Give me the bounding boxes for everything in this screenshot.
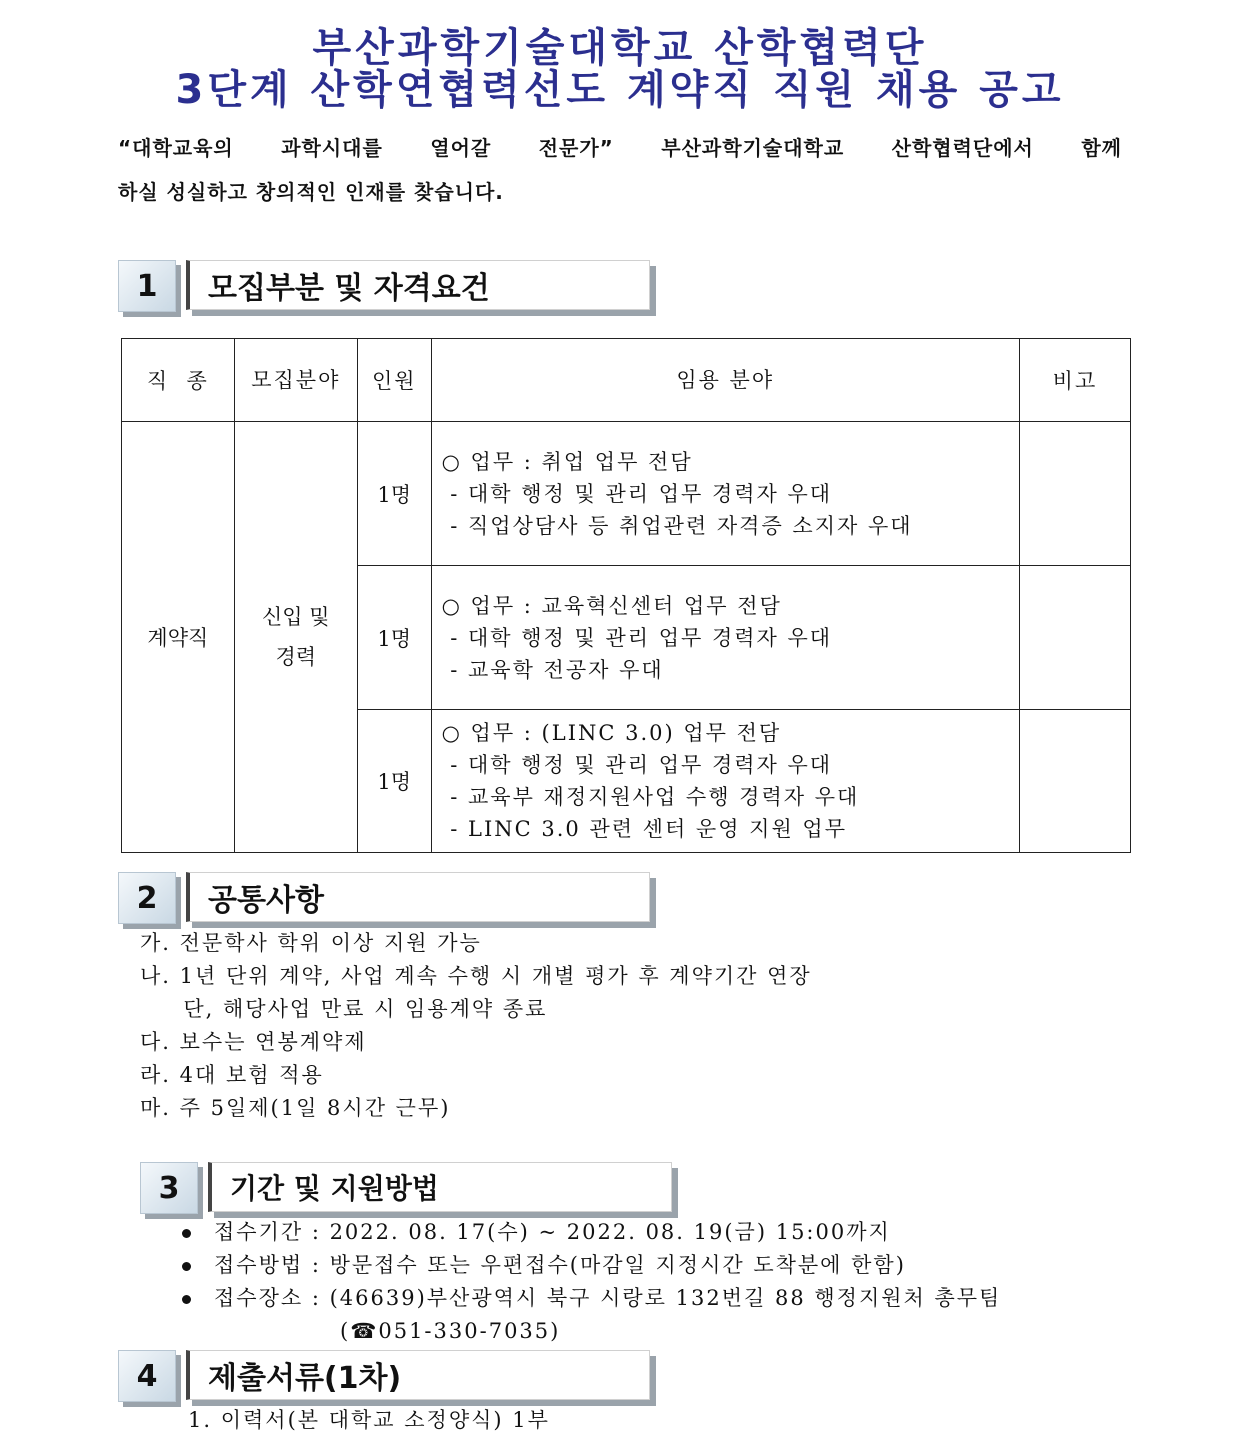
section-3-number: 3: [140, 1162, 198, 1214]
list-item: 단, 해당사업 만료 시 임용계약 종료: [140, 997, 548, 1021]
list-item: 마. 주 5일제(1일 8시간 근무): [140, 1096, 451, 1120]
bullet-icon: [182, 1229, 191, 1238]
count-cell: 1명: [357, 710, 431, 853]
job-type-cell: 계약직: [122, 422, 235, 853]
common-items-list: [140, 927, 812, 1125]
list-item: 라. 4대 보험 적용: [140, 1063, 324, 1087]
duty-cell: [431, 710, 1019, 853]
header-note: 비고: [1019, 339, 1130, 422]
list-item: 나. 1년 단위 계약, 사업 계속 수행 시 개별 평가 후 계약기간 연장: [140, 964, 812, 988]
method-text: 접수방법 : 방문접수 또는 우편접수(마감일 지정시간 도착분에 한함): [214, 1253, 906, 1277]
duty-line: - 교육학 전공자 우대: [441, 657, 664, 682]
duty-line: - 대학 행정 및 관리 업무 경력자 우대: [441, 481, 833, 506]
list-item: [182, 1282, 1001, 1315]
document-title: 부산과학기술대학교 산학협력단: [312, 25, 928, 71]
section-4-title: 제출서류(1차): [186, 1350, 650, 1400]
duty-line: ○ 업무 : (LINC 3.0) 업무 전담: [441, 721, 782, 745]
bullet-icon: [182, 1295, 191, 1304]
duty-line: - 교육부 재정지원사업 수행 경력자 우대: [441, 785, 860, 809]
note-cell: [1019, 566, 1130, 710]
field-line-2: 경력: [275, 645, 317, 669]
document-subtitle: 3단계 산학연협력선도 계약직 직원 채용 공고: [175, 67, 1065, 113]
duty-line: ○ 업무 : 교육혁신센터 업무 전담: [441, 593, 782, 618]
duty-cell: [431, 422, 1019, 566]
duty-line: - 직업상담사 등 취업관련 자격증 소지자 우대: [441, 513, 913, 538]
duty-line: ○ 업무 : 취업 업무 전담: [441, 449, 693, 474]
duty-line: - LINC 3.0 관련 센터 운영 지원 업무: [441, 817, 848, 841]
application-info-list: [182, 1216, 1001, 1348]
place-text: 접수장소 : (46639)부산광역시 북구 시랑로 132번길 88 행정지원처 총무팀: [214, 1286, 1002, 1310]
list-item: 가. 전문학사 학위 이상 지원 가능: [140, 931, 482, 955]
period-text: 접수기간 : 2022. 08. 17(수) ~ 2022. 08. 19(금) 15:00까지: [214, 1220, 891, 1244]
section-2-number: 2: [118, 872, 176, 924]
section-1-title: 모집부분 및 자격요건: [186, 260, 650, 310]
section-2-title: 공통사항: [186, 872, 650, 922]
note-cell: [1019, 422, 1130, 566]
note-cell: [1019, 710, 1130, 853]
duty-cell: [431, 566, 1019, 710]
intro-line-1: “대학교육의 과학시대를 열어갈 전문가” 부산과학기술대학교 산학협력단에서 함께: [118, 136, 1122, 160]
count-cell: 1명: [357, 422, 431, 566]
table-row: [122, 422, 1131, 566]
bullet-icon: [182, 1262, 191, 1271]
intro-line-2: 하실 성실하고 창의적인 인재를 찾습니다.: [118, 180, 504, 204]
header-field: 모집분야: [234, 339, 357, 422]
duty-line: - 대학 행정 및 관리 업무 경력자 우대: [441, 625, 833, 650]
field-cell: [234, 422, 357, 853]
duty-line: - 대학 행정 및 관리 업무 경력자 우대: [441, 753, 833, 777]
field-line-1: 신입 및: [262, 605, 330, 629]
recruitment-table: [121, 338, 1131, 853]
count-cell: 1명: [357, 566, 431, 710]
list-item: 1. 이력서(본 대학교 소정양식) 1부: [188, 1408, 550, 1432]
section-4-number: 4: [118, 1350, 176, 1402]
phone-number: (☎051-330-7035): [340, 1319, 561, 1343]
list-item: 다. 보수는 연봉계약제: [140, 1030, 367, 1054]
header-count: 인원: [357, 339, 431, 422]
list-item: [182, 1249, 1001, 1282]
list-item: [182, 1216, 1001, 1249]
table-header-row: [122, 339, 1131, 422]
header-job-type: 직 종: [122, 339, 235, 422]
section-1-number: 1: [118, 260, 176, 312]
section-3-title: 기간 및 지원방법: [208, 1162, 672, 1212]
header-duty: 임용 분야: [431, 339, 1019, 422]
documents-list: [188, 1404, 550, 1437]
